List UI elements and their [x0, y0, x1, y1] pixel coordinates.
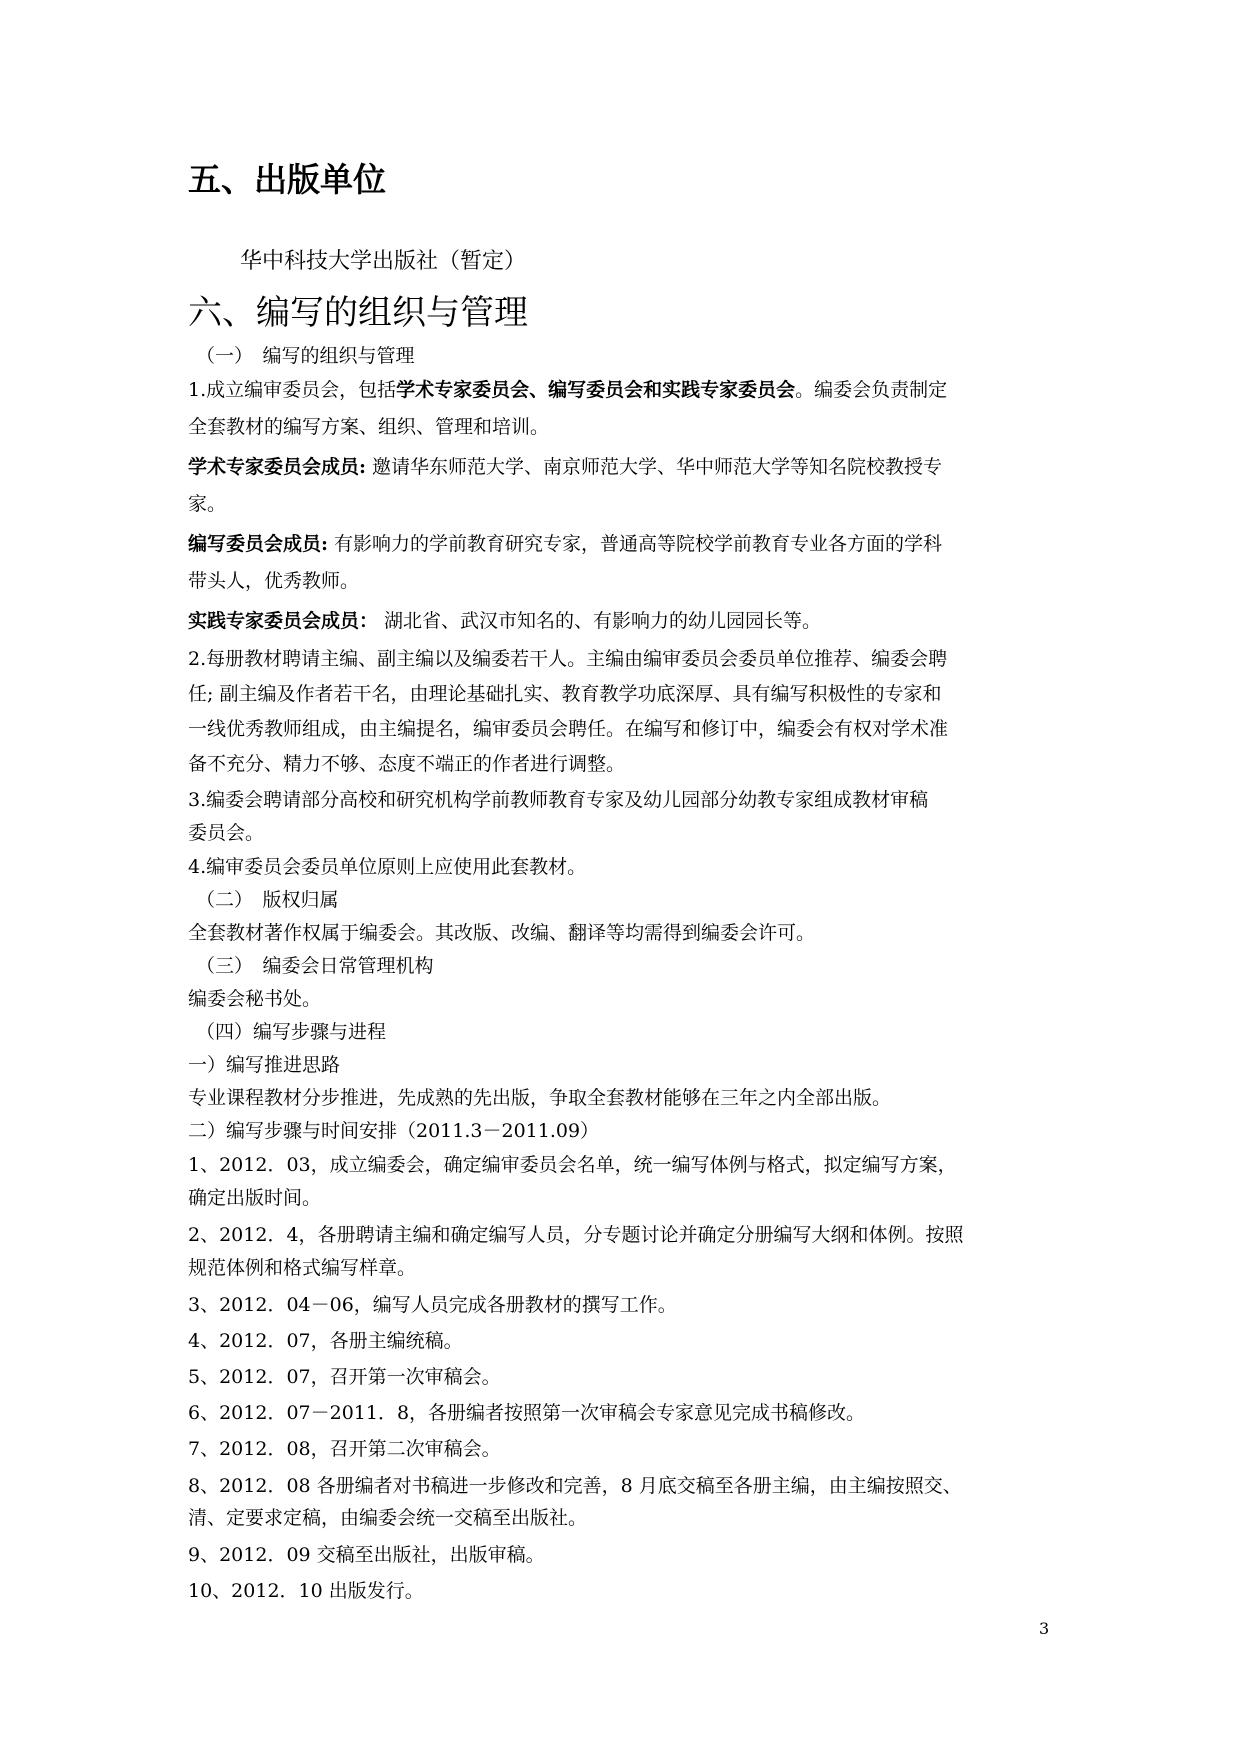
academic-committee-label: 学术专家委员会成员: [188, 456, 367, 478]
writing-committee-line-2: 带头人，优秀教师。 [188, 570, 360, 592]
paragraph-1-line-2: 全套教材的编写方案、组织、管理和培训。 [188, 416, 550, 438]
step-3: 3、2012．04－06，编写人员完成各册教材的撰写工作。 [188, 1294, 677, 1316]
step-6: 6、2012．07－2011．8，各册编者按照第一次审稿会专家意见完成书稿修改。 [188, 1402, 866, 1424]
step-1-line-1: 1、2012．03，成立编委会，确定编审委员会名单，统一编写体例与格式，拟定编写方案， [188, 1154, 957, 1176]
academic-committee-line-1: 学术专家委员会成员: 邀请华东师范大学、南京师范大学、华中师范大学等知名院校教授专 [188, 456, 943, 478]
section-heading-publisher: 五、出版单位 [188, 160, 386, 199]
paragraph-2-line-1: 2.每册教材聘请主编、副主编以及编委若干人。主编由编审委员会委员单位推荐、编委会聘 [188, 648, 948, 670]
subheading-management: （三） 编委会日常管理机构 [196, 955, 434, 977]
subheading-steps: （四）编写步骤与进程 [196, 1021, 387, 1043]
paragraph-3-line-2: 委员会。 [188, 822, 265, 844]
practice-committee-label: 实践专家委员会成员： [188, 610, 379, 632]
subheading-copyright: （二） 版权归属 [196, 889, 339, 911]
section-heading-organization: 六、编写的组织与管理 [188, 293, 528, 333]
copyright-text: 全套教材著作权属于编委会。其改版、改编、翻译等均需得到编委会许可。 [188, 922, 816, 944]
step-9: 9、2012．09 交稿至出版社，出版审稿。 [188, 1544, 545, 1566]
step-10: 10、2012．10 出版发行。 [188, 1580, 424, 1602]
writing-committee-label: 编写委员会成员: [188, 533, 329, 555]
paragraph-2-line-3: 一线优秀教师组成，由主编提名，编审委员会聘任。在编写和修订中，编委会有权对学术准 [188, 718, 949, 740]
steps-title: 二）编写步骤与时间安排（2011.3－2011.09） [188, 1120, 600, 1142]
page-number: 3 [1039, 1619, 1050, 1638]
step-2-line-2: 规范体例和格式编写样章。 [188, 1257, 417, 1279]
paragraph-2-line-2: 任; 副主编及作者若干名，由理论基础扎实、教育教学功底深厚、具有编写积极性的专家和 [188, 683, 942, 705]
subheading-organization: （一） 编写的组织与管理 [196, 345, 415, 367]
committees-bold: 学术专家委员会、编写委员会和实践专家委员会 [396, 379, 796, 401]
step-8-line-1: 8、2012．08 各册编者对书稿进一步修改和完善，8 月底交稿至各册主编，由主编按照交、 [188, 1475, 962, 1497]
step-1-line-2: 确定出版时间。 [188, 1187, 322, 1209]
paragraph-3-line-1: 3.编委会聘请部分高校和研究机构学前教师教育专家及幼儿园部分幼教专家组成教材审稿 [188, 789, 929, 811]
writing-committee-line-1: 编写委员会成员: 有影响力的学前教育研究专家，普通高等院校学前教育专业各方面的学科 [188, 533, 943, 555]
academic-committee-line-2: 家。 [188, 493, 227, 515]
management-office: 编委会秘书处。 [188, 988, 322, 1010]
practice-committee-line: 实践专家委员会成员： 湖北省、武汉市知名的、有影响力的幼儿园园长等。 [188, 610, 822, 632]
paragraph-2-line-4: 备不充分、精力不够、态度不端正的作者进行调整。 [188, 753, 626, 775]
paragraph-1-line-1: 1.成立编审委员会，包括学术专家委员会、编写委员会和实践专家委员会。编委会负责制定 [188, 379, 948, 401]
idea-text: 专业课程教材分步推进，先成熟的先出版，争取全套教材能够在三年之内全部出版。 [188, 1087, 892, 1109]
step-7: 7、2012．08，召开第二次审稿会。 [188, 1438, 501, 1460]
step-5: 5、2012．07，召开第一次审稿会。 [188, 1366, 501, 1388]
publisher-name: 华中科技大学出版社（暂定） [240, 249, 527, 274]
paragraph-4: 4.编审委员会委员单位原则上应使用此套教材。 [188, 856, 587, 878]
step-4: 4、2012．07，各册主编统稿。 [188, 1330, 463, 1352]
step-2-line-1: 2、2012．4，各册聘请主编和确定编写人员，分专题讨论并确定分册编写大纲和体例。按照 [188, 1224, 964, 1246]
step-8-line-2: 清、定要求定稿，由编委会统一交稿至出版社。 [188, 1507, 588, 1529]
idea-title: 一）编写推进思路 [188, 1054, 341, 1076]
